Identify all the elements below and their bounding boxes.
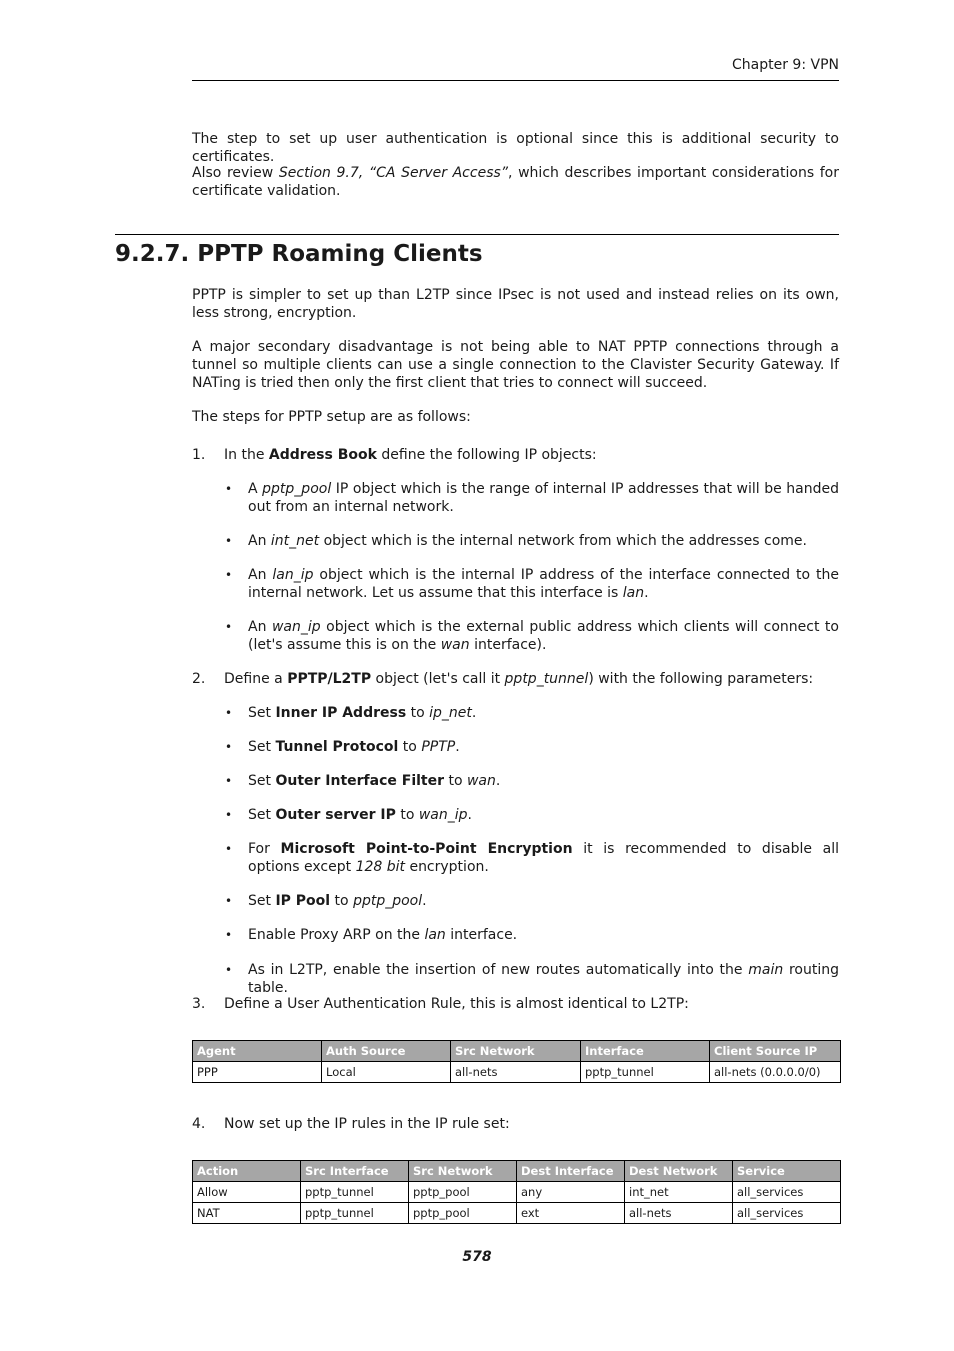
bullet-mid: to — [398, 739, 422, 755]
bullet-mid: it is recommended to disable all options except — [248, 841, 839, 875]
step-1-bullet-3 — [248, 566, 839, 602]
bullet-post: . — [455, 739, 460, 755]
step-2-bold: PPTP/L2TP — [287, 671, 372, 687]
table-row — [193, 1062, 841, 1083]
step-1-text — [224, 446, 839, 464]
bullet-marker: • — [225, 963, 233, 977]
table-row — [193, 1182, 841, 1203]
bullet-mid: object which is the external public address which clients will connect to (let's assume this is on the — [248, 619, 839, 653]
table-cell: int_net — [625, 1182, 733, 1203]
table-cell: pptp_tunnel — [301, 1203, 409, 1224]
intro-paragraph-1: The step to set up user authentication is optional since this is additional security to certificates. — [192, 131, 839, 165]
bullet-italic: wan — [440, 637, 470, 653]
bullet-italic: wan_ip — [418, 807, 468, 823]
bullet-post: . — [495, 773, 501, 789]
bullet-marker: • — [225, 928, 233, 942]
bullet-post: routing table. — [248, 962, 839, 996]
step-2-bullet-8 — [248, 961, 839, 997]
bullet-bold: Outer Interface Filter — [275, 773, 445, 789]
bullet-italic: 128 bit — [355, 859, 405, 875]
step-1-pre: In the — [224, 447, 269, 463]
bullet-post: . — [471, 705, 477, 721]
bullet-mid: to — [330, 893, 354, 909]
chapter-header: Chapter 9: VPN — [732, 57, 839, 73]
bullet-pre: For — [248, 841, 281, 857]
bullet-mid: object which is the internal IP address of the interface connected to the internal network. Let us assume that this interface is — [248, 567, 839, 601]
bullet-marker: • — [225, 706, 233, 720]
step-2-bullet-6 — [248, 892, 839, 910]
bullet-pre: Set — [248, 893, 276, 909]
step-2-italic: pptp_tunnel — [504, 671, 589, 687]
step-1-post: define the following IP objects: — [376, 447, 597, 463]
step-4-number: 4. — [192, 1116, 206, 1132]
column-header: Client Source IP — [710, 1041, 841, 1062]
header-divider — [192, 80, 839, 81]
table-cell: all-nets (0.0.0.0/0) — [710, 1062, 841, 1083]
bullet-post: . — [644, 585, 649, 601]
bullet-pre: A — [248, 481, 263, 497]
section-title: 9.2.7. PPTP Roaming Clients — [115, 241, 483, 267]
body-paragraph-3: The steps for PPTP setup are as follows: — [192, 409, 471, 425]
step-2-bullet-1 — [248, 704, 839, 722]
bullet-mid: to — [406, 705, 430, 721]
bullet-marker: • — [225, 620, 233, 634]
step-1-bullet-1 — [248, 480, 839, 516]
bullet-pre: An — [248, 619, 272, 635]
bullet-post: encryption. — [405, 859, 489, 875]
bullet-mid: to — [395, 807, 419, 823]
step-2-text — [224, 670, 839, 688]
column-header: Agent — [193, 1041, 322, 1062]
table-cell: pptp_pool — [409, 1203, 517, 1224]
ip-rule-table — [192, 1160, 841, 1224]
column-header: Src Network — [451, 1041, 581, 1062]
table-row — [193, 1203, 841, 1224]
step-4-text: Now set up the IP rules in the IP rule set: — [224, 1116, 510, 1132]
intro-p2-pre: Also review — [192, 165, 279, 181]
bullet-italic: int_net — [270, 533, 320, 549]
column-header: Auth Source — [322, 1041, 451, 1062]
column-header: Dest Network — [625, 1161, 733, 1182]
table-cell: ext — [517, 1203, 625, 1224]
bullet-italic: lan — [424, 927, 446, 943]
table-cell: all-nets — [451, 1062, 581, 1083]
table-cell: pptp_tunnel — [581, 1062, 710, 1083]
bullet-italic: ip_net — [429, 705, 472, 721]
bullet-marker: • — [225, 808, 233, 822]
bullet-marker: • — [225, 568, 233, 582]
bullet-post: IP object which is the range of internal IP addresses that will be handed out from an internal network. — [248, 481, 840, 515]
bullet-pre: Set — [248, 705, 276, 721]
bullet-italic: PPTP — [421, 739, 456, 755]
table-cell: any — [517, 1182, 625, 1203]
bullet-pre: Enable Proxy ARP on the — [248, 927, 425, 943]
bullet-post: interface). — [469, 637, 547, 653]
bullet-marker: • — [225, 894, 233, 908]
table-cell: pptp_tunnel — [301, 1182, 409, 1203]
bullet-italic: wan_ip — [271, 619, 321, 635]
table-cell: all_services — [733, 1182, 841, 1203]
bullet-marker: • — [225, 740, 233, 754]
table-cell: all_services — [733, 1203, 841, 1224]
table-cell: all-nets — [625, 1203, 733, 1224]
step-2-bullet-5 — [248, 840, 839, 876]
bullet-pre: Set — [248, 773, 276, 789]
bullet-post: object which is the internal network from which the addresses come. — [319, 533, 807, 549]
section-cross-reference[interactable]: Section 9.7, “CA Server Access” — [278, 165, 509, 181]
bullet-bold: Outer server IP — [275, 807, 396, 823]
bullet-bold: IP Pool — [275, 893, 331, 909]
step-2-bullet-3 — [248, 772, 839, 790]
step-2-bullet-4 — [248, 806, 839, 824]
column-header: Dest Interface — [517, 1161, 625, 1182]
bullet-italic: lan — [622, 585, 645, 601]
table-cell: PPP — [193, 1062, 322, 1083]
bullet-italic: lan_ip — [272, 567, 314, 583]
column-header: Src Interface — [301, 1161, 409, 1182]
step-3-number: 3. — [192, 996, 206, 1012]
body-paragraph-1: PPTP is simpler to set up than L2TP since IPsec is not used and instead relies on its own, less strong, encryption. — [192, 287, 839, 321]
auth-rule-table — [192, 1040, 841, 1083]
column-header: Action — [193, 1161, 301, 1182]
bullet-pre: An — [248, 533, 271, 549]
table-cell: Local — [322, 1062, 451, 1083]
intro-paragraph-2 — [192, 164, 839, 200]
section-divider — [115, 234, 839, 235]
bullet-italic: pptp_pool — [353, 893, 423, 909]
body-paragraph-2: A major secondary disadvantage is not being able to NAT PPTP connections through a tunnel so multiple clients can use a single connection to the Clavister Security Gateway. If NATing is tried then only the first client that tries to connect will succeed. — [192, 339, 839, 391]
bullet-italic: main — [748, 962, 784, 978]
bullet-marker: • — [225, 842, 233, 856]
step-2-bullet-7 — [248, 926, 839, 944]
step-2-mid: object (let's call it — [371, 671, 505, 687]
bullet-post: . — [467, 807, 472, 823]
table-header-row — [193, 1161, 841, 1182]
page-number: 578 — [462, 1249, 492, 1265]
table-header-row — [193, 1041, 841, 1062]
table-cell: pptp_pool — [409, 1182, 517, 1203]
bullet-bold: Tunnel Protocol — [275, 739, 399, 755]
column-header: Src Network — [409, 1161, 517, 1182]
step-1-bullet-4 — [248, 618, 839, 654]
step-2-post: ) with the following parameters: — [588, 671, 814, 687]
column-header: Interface — [581, 1041, 710, 1062]
bullet-bold: Inner IP Address — [275, 705, 407, 721]
bullet-pre: Set — [248, 807, 276, 823]
table-cell: Allow — [193, 1182, 301, 1203]
bullet-marker: • — [225, 482, 233, 496]
bullet-italic: pptp_pool — [262, 481, 332, 497]
bullet-mid: to — [444, 773, 467, 789]
intro-p2-post: , which describes important considerations for certificate validation. — [192, 165, 839, 199]
bullet-marker: • — [225, 534, 233, 548]
table-cell: NAT — [193, 1203, 301, 1224]
step-2-number: 2. — [192, 671, 206, 687]
bullet-post: interface. — [445, 927, 518, 943]
bullet-pre: An — [248, 567, 273, 583]
step-1-bullet-2 — [248, 532, 839, 550]
bullet-pre: As in L2TP, enable the insertion of new routes automatically into the — [248, 962, 749, 978]
bullet-marker: • — [225, 774, 233, 788]
bullet-pre: Set — [248, 739, 276, 755]
step-3-text: Define a User Authentication Rule, this is almost identical to L2TP: — [224, 996, 689, 1012]
bullet-post: . — [422, 893, 427, 909]
bullet-bold: Microsoft Point-to-Point Encryption — [280, 841, 573, 857]
step-1-number: 1. — [192, 447, 206, 463]
step-1-bold: Address Book — [268, 447, 377, 463]
step-2-pre: Define a — [224, 671, 288, 687]
step-2-bullet-2 — [248, 738, 839, 756]
bullet-italic: wan — [466, 773, 496, 789]
column-header: Service — [733, 1161, 841, 1182]
